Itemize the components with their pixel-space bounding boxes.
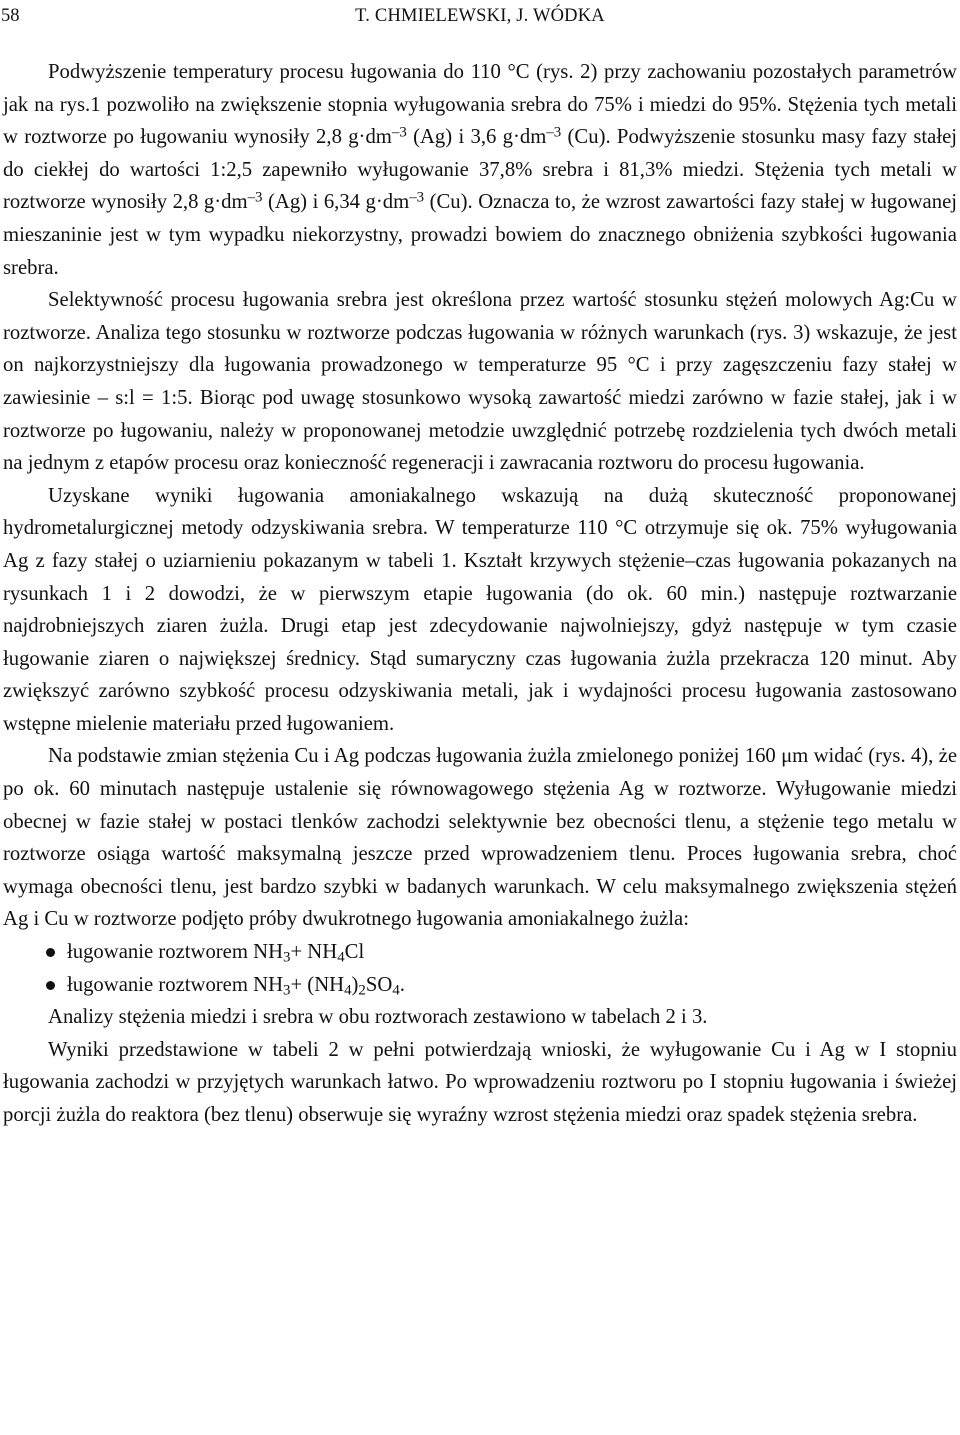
bullet-icon [46, 981, 55, 990]
bullet-icon [46, 948, 55, 957]
bullet-text: ługowanie roztworem $NH_3+ (NH_4)_2SO_4$. [67, 973, 405, 999]
paragraph: Na podstawie zmian stężenia Cu i Ag podczas ługowania żużla zmielonego poniżej 160 μm widać (rys. 4), że po ok. 60 minutach następuje ustalenie się równowagowego stężenia Ag w roztworze. Wyługowanie miedzi obecnej w fazie stałej w postaci tlenków zachodzi selektywnie bez obecności tlenu, a stężenie tego metalu w roztworze osiąga wartość maksymalną jeszcze przed wprowadzeniem tlenu. Proces ługowania srebra, choć wymaga obecności tlenu, jest bardzo szybki w badanych warunkach. W celu maksymalnego zwiększenia stężeń Ag i Cu w roztworze podjęto próby dwukrotnego ługowania amoniakalnego żużla: [3, 745, 957, 931]
bullet-text: ługowanie roztworem $NH_3+ NH_4Cl$ [67, 941, 365, 966]
body-text [3, 56, 957, 1132]
paragraph: Podwyższenie temperatury procesu ługowania do 110 °C (rys. 2) przy zachowaniu pozostałych parametrów jak na rys.1 pozwoliło na zwiększenie stopnia wyługowania srebra do 75% i miedzi do 95%. Stężenia tych metali w roztworze po ługowaniu wynosiły 2,8 $g\cdot dm^{-3}$ (Ag) i 3,6 $g\cdot dm^{-3}$ (Cu). Podwyższenie stosunku masy fazy stałej do ciekłej do wartości 1:2,5 zapewniło wyługowanie 37,8% srebra i 81,3% miedzi. Stężenia tych metali w roztworze wynosiły 2,8 $g\cdot dm^{-3}$ (Ag) i 6,34 $g\cdot dm^{-3}$ (Cu). Oznacza to, że wzrost zawartości fazy stałej w ługowanej mieszaninie jest w tym wypadku niekorzystny, prowadzi bowiem do znacznego obniżenia szybkości ługowania srebra. [3, 61, 958, 279]
page-number: 58 [1, 6, 20, 26]
paragraph: Selektywność procesu ługowania srebra jest określona przez wartość stosunku stężeń molowych Ag:Cu w roztworze. Analiza tego stosunku w roztworze podczas ługowania w różnych warunkach (rys. 3) wskazuje, że jest on najkorzystniejszy dla ługowania prowadzonego w temperaturze 95 °C i przy zagęszczeniu fazy stałej w zawiesinie – s:l = 1:5. Biorąc pod uwagę stosunkowo wysoką zawartość miedzi zarówno w fazie stałej, jak i w roztworze po ługowaniu, należy w proponowanej metodzie uwzględnić potrzebę rozdzielenia tych dwóch metali na jednym z etapów procesu oraz konieczność regeneracji i zawracania roztworu do procesu ługowania. [3, 289, 957, 475]
bullet-item [3, 936, 957, 969]
paragraph: Analizy stężenia miedzi i srebra w obu roztworach zestawiono w tabelach 2 i 3. [48, 1006, 708, 1029]
running-head: T. CHMIELEWSKI, J. WÓDKA [355, 6, 605, 26]
paragraph: Uzyskane wyniki ługowania amoniakalnego wskazują na dużą skuteczność proponowanej hydrometalurgicznej metody odzyskiwania srebra. W temperaturze 110 °C otrzymuje się ok. 75% wyługowania Ag z fazy stałej o uziarnieniu pokazanym w tabeli 1. Kształt krzywych stężenie–czas ługowania pokazanych na rysunkach 1 i 2 dowodzi, że w pierwszym etapie ługowania (do ok. 60 min.) następuje roztwarzanie najdrobniejszych ziaren żużla. Drugi etap jest zdecydowanie najwolniejszy, gdyż następuje w tym czasie ługowanie ziaren o największej średnicy. Stąd sumaryczny czas ługowania żużla przekracza 120 minut. Aby zwiększyć zarówno szybkość procesu odzyskiwania metali, jak i wydajności procesu ługowania zastosowano wstępne mielenie materiału przed ługowaniem. [3, 484, 957, 735]
bullet-item [3, 969, 957, 1002]
bullet-list [3, 936, 957, 1001]
page-header [0, 6, 960, 32]
paragraph: Wyniki przedstawione w tabeli 2 w pełni potwierdzają wnioski, że wyługowanie Cu i Ag w I stopniu ługowania zachodzi w przyjętych warunkach łatwo. Po wprowadzeniu roztworu po I stopniu ługowania i świeżej porcji żużla do reaktora (bez tlenu) obserwuje się wyraźny wzrost stężenia miedzi oraz spadek stężenia srebra. [3, 1038, 957, 1126]
